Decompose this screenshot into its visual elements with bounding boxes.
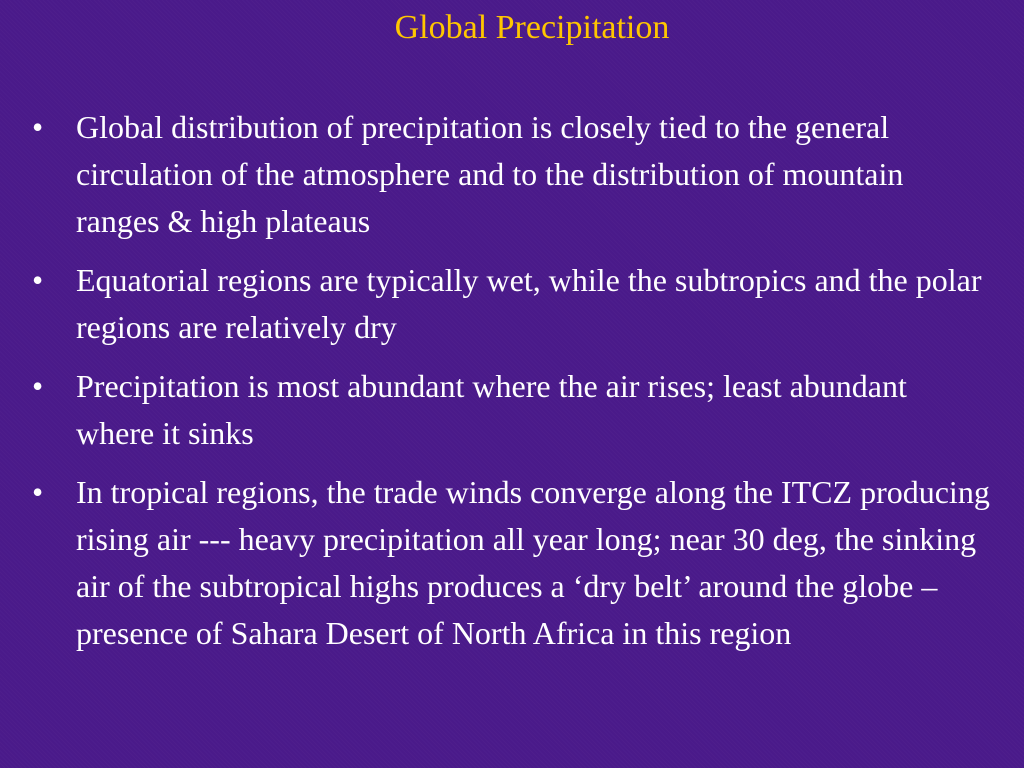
bullet-text: Precipitation is most abundant where the air rises; least abundant where it sinks xyxy=(76,368,907,451)
bullet-marker: • xyxy=(32,474,44,510)
bullet-marker: • xyxy=(32,262,44,298)
bullet-item xyxy=(32,363,992,457)
bullet-text: Global distribution of precipitation is closely tied to the general circulation of the atmosphere and to the distribution of mountain ranges & high plateaus xyxy=(76,109,904,239)
bullet-item xyxy=(32,469,992,657)
bullet-marker: • xyxy=(32,109,44,145)
slide-title: Global Precipitation xyxy=(394,9,670,46)
bullet-text: In tropical regions, the trade winds converge along the ITCZ producing rising air --- heavy precipitation all year long; near 30 deg, the sinking air of the subtropical highs produces a ‘dry belt’ around the globe – presence of Sahara Desert of North Africa in this region xyxy=(76,474,990,651)
bullet-text: Equatorial regions are typically wet, while the subtropics and the polar regions are relatively dry xyxy=(76,262,982,345)
bullet-item xyxy=(32,257,992,351)
bullet-item xyxy=(32,104,992,245)
bullet-list xyxy=(32,104,992,669)
bullet-marker: • xyxy=(32,368,44,404)
